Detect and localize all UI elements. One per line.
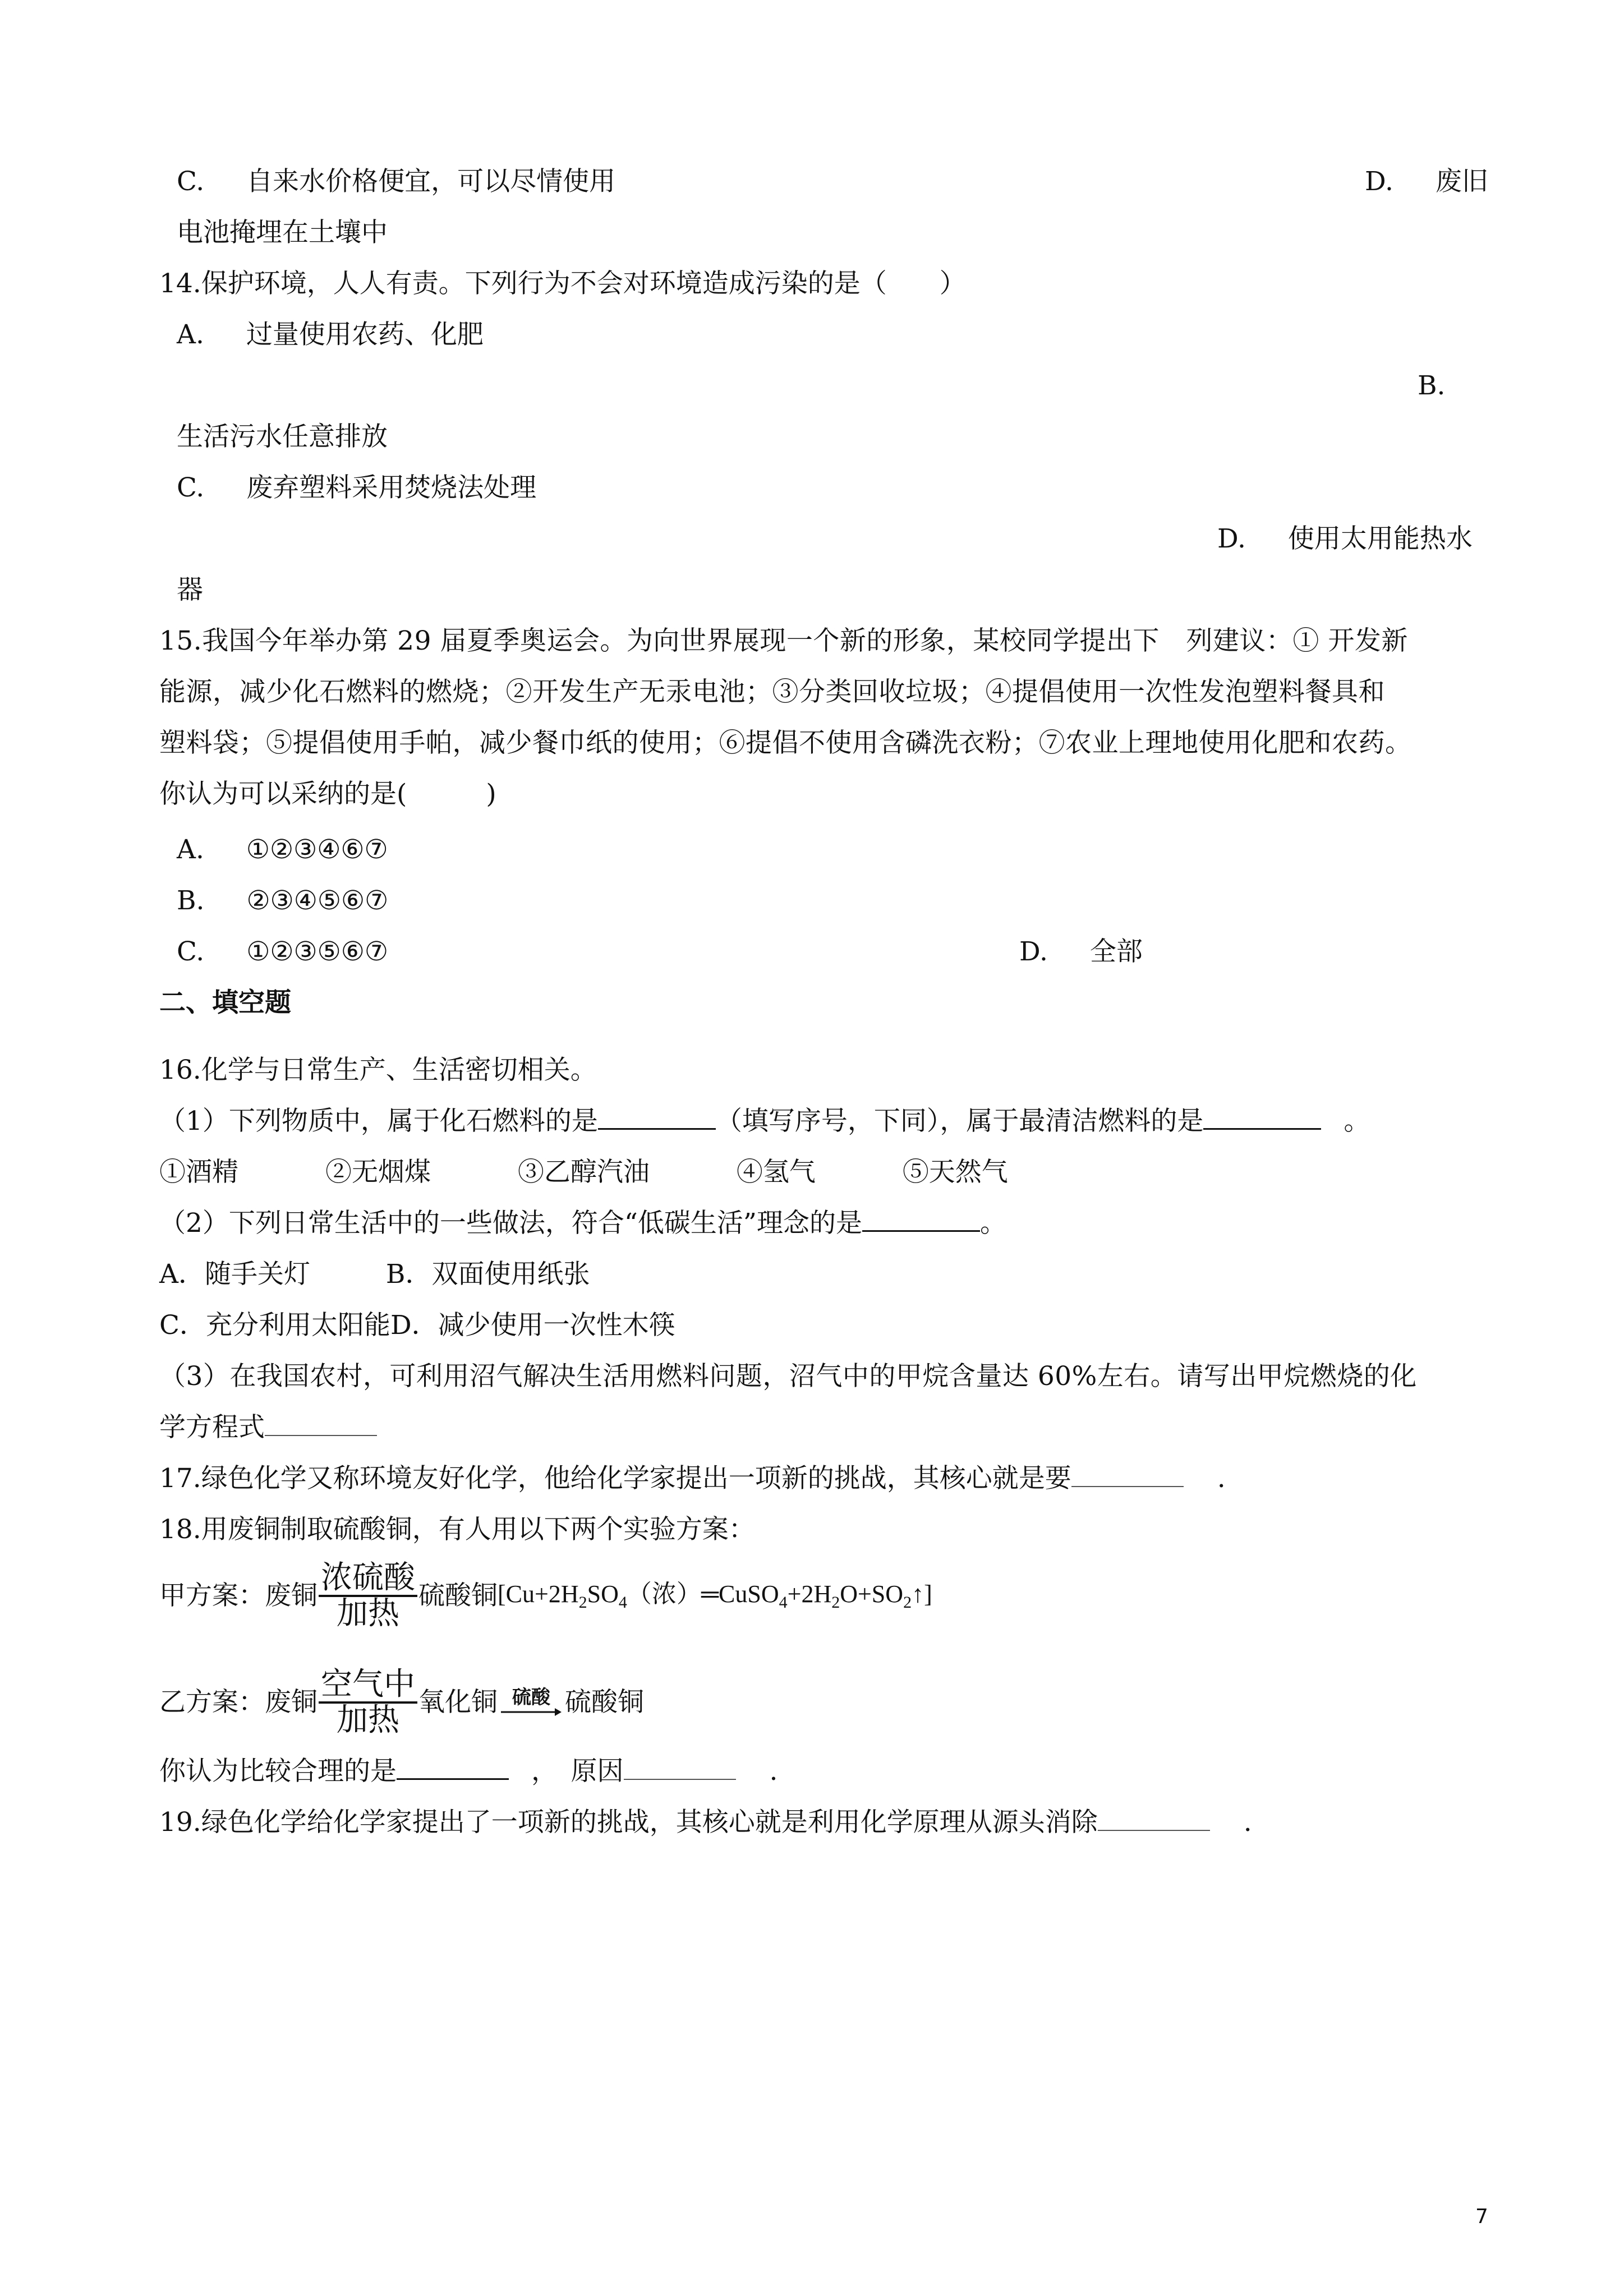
- substance-option: ⑤天然气: [902, 1157, 1008, 1188]
- q16-part2: [159, 1208, 1006, 1239]
- reagent: 空气中: [319, 1669, 417, 1704]
- q17: [159, 1463, 1226, 1494]
- option-label: A.: [177, 319, 204, 350]
- part-text: 学方程式: [159, 1412, 265, 1443]
- option-text: 废旧: [1435, 166, 1488, 197]
- q14-option-b-text: 生活污水任意排放: [177, 421, 388, 452]
- plan-label: 乙方案：废铜: [159, 1686, 318, 1718]
- substance-option: ④氢气: [736, 1157, 816, 1188]
- product: 硫酸铜: [565, 1686, 644, 1718]
- q14-option-d: [1217, 523, 1473, 555]
- option-text: 全部: [1089, 936, 1143, 967]
- choice-item: A．随手关灯: [159, 1259, 310, 1290]
- answer-blank[interactable]: [598, 1106, 716, 1130]
- q18-plan-jia: [159, 1554, 932, 1638]
- answer-blank[interactable]: [265, 1412, 377, 1436]
- option-text: 过量使用农药、化肥: [246, 319, 484, 350]
- option-text: ②③④⑤⑥⑦: [246, 885, 389, 916]
- q14-option-b-label: B.: [1418, 370, 1446, 401]
- part-text: （2）下列日常生活中的一些做法，符合“低碳生活”理念的是: [159, 1208, 862, 1239]
- option-label: A.: [177, 834, 204, 865]
- q13-option-d-continued: 电池掩埋在土壤中: [177, 217, 388, 248]
- condition: 加热: [337, 1595, 399, 1632]
- chemical-equation: [$Cu+2H_2SO_4$（浓）$═CuSO_4+2H_2O+SO_2↑$]: [498, 1580, 932, 1612]
- question-end: .: [769, 1756, 778, 1787]
- q14-stem: 14.保护环境，人人有责。下列行为不会对环境造成污染的是（ ）: [159, 268, 966, 299]
- q13-option-c: [177, 166, 615, 197]
- q14-option-d-continued: 器: [177, 574, 203, 605]
- choice-item: B．双面使用纸张: [385, 1259, 590, 1290]
- substance-option: ③乙醇汽油: [517, 1157, 650, 1188]
- q14-option-c: [177, 472, 536, 504]
- q14-option-a: [177, 319, 484, 351]
- q15-option-d: [1019, 936, 1143, 968]
- reaction-arrow: [500, 1688, 563, 1717]
- option-text: 使用太用能热水: [1287, 523, 1473, 554]
- q15-option-b: [177, 885, 388, 917]
- q16-options: [159, 1157, 1008, 1188]
- section-title: 二、填空题: [159, 987, 291, 1018]
- option-label: B.: [177, 885, 205, 916]
- option-text: 自来水价格便宜，可以尽情使用: [246, 166, 616, 197]
- part-text: （填写序号，下同），属于最清洁燃料的是: [715, 1106, 1204, 1137]
- reagent: 浓硫酸: [319, 1562, 417, 1597]
- option-label: D.: [1217, 523, 1246, 554]
- reaction-condition: [319, 1666, 417, 1738]
- q15-stem-line4: 你认为可以采纳的是( ): [159, 779, 496, 809]
- q16-choices-cd: C．充分利用太阳能D．减少使用一次性木筷: [159, 1310, 675, 1341]
- option-label: C.: [177, 472, 205, 503]
- q18-answer: [159, 1756, 778, 1787]
- answer-blank[interactable]: [397, 1756, 509, 1780]
- q15-stem-line3: 塑料袋；⑤提倡使用手帕，减少餐巾纸的使用；⑥提倡不使用含磷洗衣粉；⑦农业上理地使用化肥和农药。: [159, 728, 1412, 758]
- q13-option-d: [1365, 166, 1488, 197]
- question-text: ， 原因: [531, 1756, 624, 1787]
- question-end: .: [1243, 1807, 1252, 1838]
- q15-stem-line2: 能源，减少化石燃料的燃烧；②开发生产无汞电池；③分类回收垃圾；④提倡使用一次性发泡塑料餐具和: [159, 677, 1385, 707]
- q16-part3-line2: [159, 1412, 377, 1443]
- product: 硫酸铜: [418, 1580, 498, 1611]
- question-text: 19.绿色化学给化学家提出了一项新的挑战，其核心就是利用化学原理从源头消除: [159, 1807, 1098, 1838]
- plan-label: 甲方案：废铜: [159, 1580, 318, 1611]
- reaction-condition: [319, 1559, 417, 1632]
- q15-stem-line1: 15.我国今年举办第 29 届夏季奥运会。为向世界展现一个新的形象，某校同学提出下 列建议：① 开发新: [159, 625, 1408, 656]
- question-text: 你认为比较合理的是: [159, 1756, 397, 1787]
- q16-part1: [159, 1106, 1370, 1137]
- q18-stem: 18.用废铜制取硫酸铜，有人用以下两个实验方案：: [159, 1514, 755, 1545]
- q18-plan-yi: [159, 1660, 644, 1745]
- option-text: ①②③⑤⑥⑦: [246, 936, 388, 967]
- page-number: 7: [1475, 2205, 1488, 2228]
- q16-part3-line1: （3）在我国农村，可利用沼气解决生活用燃料问题，沼气中的甲烷含量达 60%左右。请写出甲烷燃烧的化: [159, 1361, 1417, 1392]
- part-text: 。: [1344, 1106, 1370, 1137]
- intermediate: 氧化铜: [418, 1686, 498, 1718]
- q16-choices-ab: [159, 1259, 590, 1290]
- option-label: D.: [1019, 936, 1048, 967]
- answer-blank[interactable]: [1098, 1807, 1210, 1831]
- q15-option-a: [177, 834, 388, 866]
- condition: 加热: [337, 1702, 399, 1738]
- part-text: （1）下列物质中，属于化石燃料的是: [159, 1106, 598, 1137]
- option-label: C.: [177, 166, 205, 197]
- option-text: 废弃塑料采用焚烧法处理: [246, 472, 537, 503]
- q16-stem: 16.化学与日常生产、生活密切相关。: [159, 1055, 597, 1085]
- option-text: ①②③④⑥⑦: [246, 834, 388, 865]
- answer-blank[interactable]: [1203, 1106, 1321, 1130]
- option-label: D.: [1365, 166, 1393, 197]
- answer-blank[interactable]: [862, 1208, 980, 1232]
- question-text: 17.绿色化学又称环境友好化学，他给化学家提出一项新的挑战，其核心就是要: [159, 1463, 1071, 1494]
- q15-option-c: [177, 936, 388, 968]
- q19: [159, 1807, 1252, 1838]
- substance-option: ②无烟煤: [325, 1157, 431, 1188]
- answer-blank[interactable]: [1071, 1464, 1184, 1487]
- answer-blank[interactable]: [624, 1756, 736, 1780]
- option-label: C.: [177, 936, 205, 967]
- arrow-reagent: 硫酸: [512, 1686, 550, 1709]
- substance-option: ①酒精: [159, 1157, 238, 1188]
- question-end: .: [1217, 1463, 1226, 1494]
- part-text: 。: [979, 1208, 1006, 1239]
